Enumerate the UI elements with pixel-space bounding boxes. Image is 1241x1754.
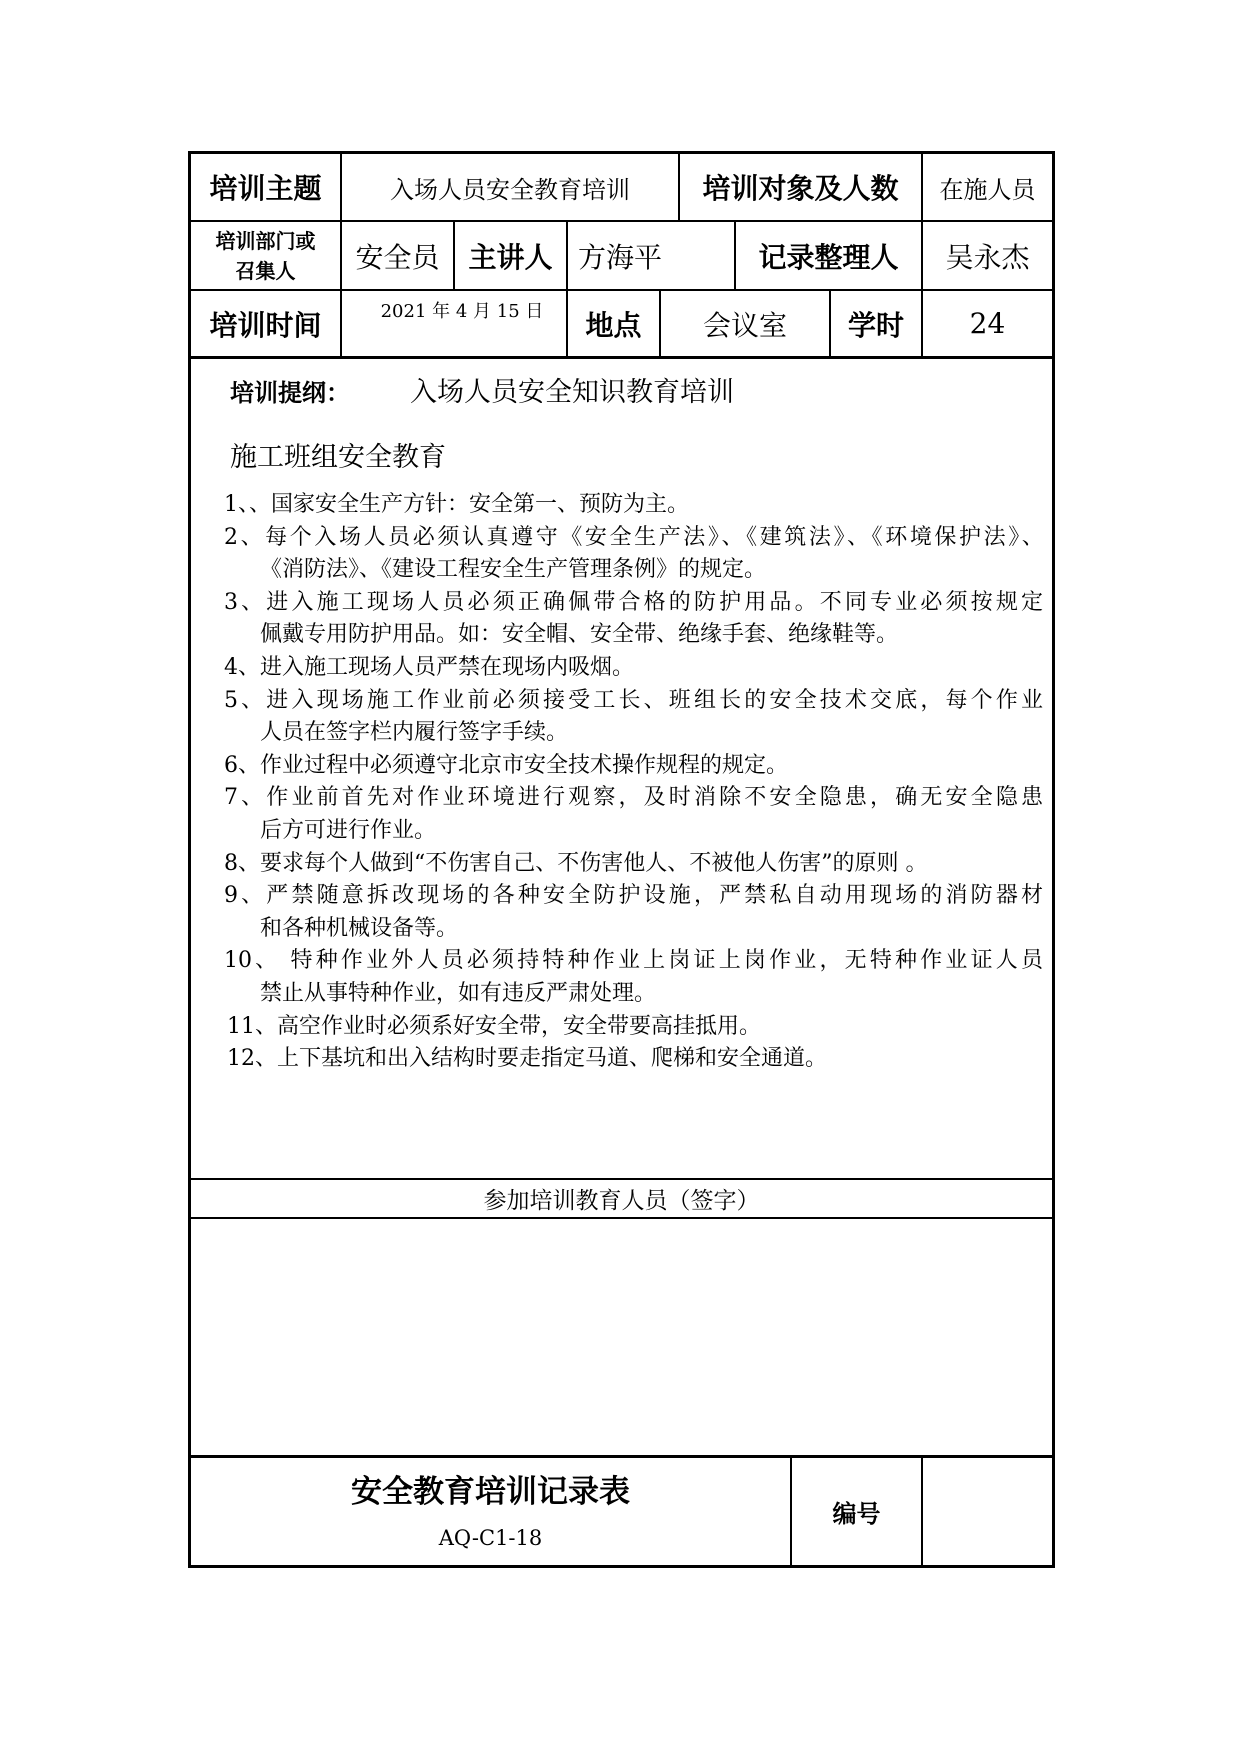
list-item: 9、严禁随意拆改现场的各种安全防护设施，严禁私自动用现场的消防器材: [224, 883, 1043, 909]
outline-label: 培训提纲：: [230, 379, 350, 407]
department-value: 安全员: [355, 240, 440, 274]
topic-value: 入场人员安全教育培训: [390, 175, 630, 204]
list-item: 6、作业过程中必须遵守北京市安全技术操作规程的规定。: [224, 752, 788, 778]
time-label: 培训时间: [209, 308, 322, 342]
recorder-value: 吴永杰: [945, 240, 1030, 274]
list-item: 3、进入施工现场人员必须正确佩带合格的防护用品。不同专业必须按规定: [224, 589, 1043, 615]
table-border-right: [1052, 151, 1055, 1568]
list-item: 8、要求每个人做到“不伤害自己、不伤害他人、不被他人伤害”的原则 。: [224, 850, 928, 876]
list-item-continuation: 佩戴专用防护用品。如：安全帽、安全带、绝缘手套、绝缘鞋等。: [260, 622, 899, 648]
list-item: 11、高空作业时必须系好安全带，安全带要高挂抵用。: [227, 1013, 761, 1039]
outline-item-list: [224, 489, 1043, 1076]
list-item: 1、、国家安全生产方针：安全第一、预防为主。: [224, 492, 689, 517]
list-item: 5、进入现场施工作业前必须接受工长、班组长的安全技术交底，每个作业: [224, 687, 1043, 713]
department-label-line: 培训部门或: [215, 228, 316, 253]
footer-title-block: [191, 1458, 790, 1565]
signature-area: [191, 1219, 1052, 1455]
table-rule: [188, 356, 1055, 359]
table-border-bottom: [188, 1565, 1055, 1568]
audience-value: 在施人员: [939, 175, 1036, 204]
list-item: 2、每个入场人员必须认真遵守《安全生产法》、《建筑法》、《环境保护法》、: [224, 524, 1043, 550]
recorder-label: 记录整理人: [758, 240, 899, 274]
lecturer-value: 方海平: [578, 240, 663, 274]
signature-header: 参加培训教育人员（签字）: [483, 1188, 760, 1214]
number-label: 编号: [832, 1500, 881, 1528]
lecturer-label: 主讲人: [468, 240, 553, 274]
section-title: 施工班组安全教育: [230, 442, 446, 473]
department-label-line: 召集人: [235, 258, 296, 283]
hours-value: 24: [969, 307, 1006, 340]
outline-title: 入场人员安全知识教育培训: [410, 377, 734, 408]
time-value: 2021 年 4 月 15 日: [380, 301, 544, 322]
list-item-continuation: 后方可进行作业。: [260, 817, 437, 843]
audience-label: 培训对象及人数: [702, 172, 899, 205]
form-code: AQ-C1-18: [438, 1525, 543, 1550]
list-item-continuation: 禁止从事特种作业，如有违反严肃处理。: [260, 980, 657, 1006]
list-item: 7、作业前首先对作业环境进行观察，及时消除不安全隐患，确无安全隐患: [224, 785, 1043, 811]
list-item-continuation: 和各种机械设备等。: [260, 915, 459, 941]
list-item-continuation: 《消防法》、《建设工程安全生产管理条例》的规定。: [260, 557, 767, 583]
place-label: 地点: [585, 308, 642, 342]
department-label: [191, 222, 340, 289]
place-value: 会议室: [702, 308, 787, 342]
list-item: 10、 特种作业外人员必须持特种作业上岗证上岗作业，无特种作业证人员: [224, 948, 1043, 974]
hours-label: 学时: [847, 308, 904, 342]
list-item: 4、进入施工现场人员严禁在现场内吸烟。: [224, 654, 634, 680]
list-item-continuation: 人员在签字栏内履行签字手续。: [260, 720, 569, 746]
list-item: 12、上下基坑和出入结构时要走指定马道、爬梯和安全通道。: [227, 1046, 827, 1072]
form-title: 安全教育培训记录表: [351, 1473, 630, 1510]
topic-label: 培训主题: [209, 172, 322, 205]
number-value: [923, 1458, 1052, 1565]
